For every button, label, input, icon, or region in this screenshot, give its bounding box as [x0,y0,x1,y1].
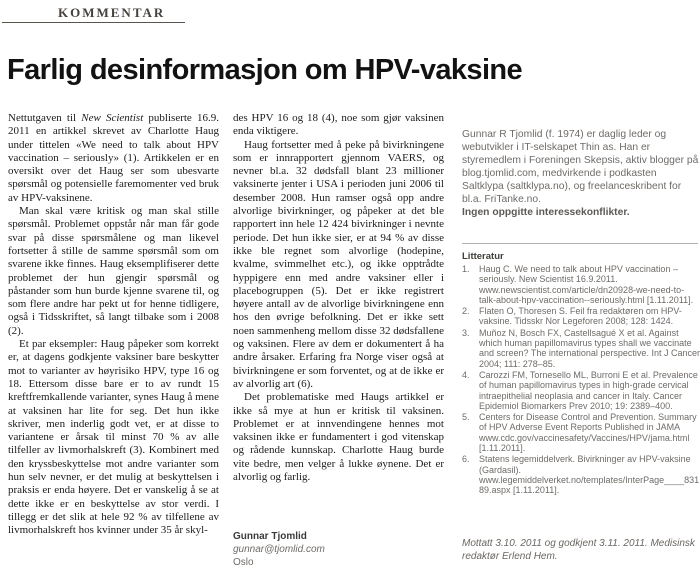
reference-number: 1. [462,264,470,274]
paragraph-1 [8,112,219,205]
paragraph-5: Haug fortsetter med å peke på bivirkningene som er innrapportert gjennom VAERS, og nevner bl.a. 32 dødsfall blant 23 millioner vaksinerte jenter i USA i perioden juni 2006 til desember 2008. Hun ramser også opp andre alvorlige bivirkninger, og påpeker at det ble rapportert inn hele 12 424 bivirkninger i nevnte periode. Det hun ikke sier, er at 94 % av disse ikke ble regnet som alvorlige (hodepine, kvalme, svimmelhet etc.), og ikke opptrådte hyppigere enn med andre vaksiner eller i placebogruppen (5). Det er ikke registrert høyere antall av de alvorlige bivirkningene enn hos den øvrige befolkning. Det er ikke sett noen sammenheng mellom disse 32 dødsfallene og vaksinen. Flere av dem er dokumentert å ha andre årsaker. Erfaring fra Norge viser også at bivirkningene er som forventet, og at de ikke er av alvorlig art (6). [233,138,444,390]
author-city: Oslo [233,557,254,568]
reference-text: Statens legemiddelverk. Bivirkninger av HPV-vaksine (Gardasil). www.legemiddelverket.no/templates/InterPage____83189.aspx [1.11.2011]. [479,454,700,496]
reference-text: Centers for Disease Control and Prevention. Summary of HPV Adverse Event Reports Published in JAMA www.cdc.gov/vaccinesafety/Vaccines/HPV/jama.html [1.11.2011]. [479,412,697,454]
reference-item [462,412,700,453]
paragraph-4: des HPV 16 og 18 (4), noe som gjør vaksinen enda viktigere. [233,112,444,138]
article-title: Farlig desinformasjon om HPV-vaksine [7,54,523,86]
reference-number: 5. [462,412,470,423]
reference-item [462,328,700,369]
sidebar-divider [462,243,698,244]
author-name: Gunnar Tjomlid [233,531,307,542]
reference-number: 2. [462,306,470,317]
paragraph-2: Man skal være kritisk og man skal stille spørsmål. Problemet oppstår når man får gode svar på disse spørsmålene og man likevel fortsetter å stille de samme spørsmål som om svarene ikke finnes. Haug eksemplifiserer dette problemet der hun gjengir spørsmål og påstander som hun burde kjenne svarene til, og som flere andre har pekt ut for henne tidligere, også i Tidsskriftet, så langt tilbake som i 2008 (2). [8,205,219,337]
body-column-2 [233,112,444,484]
literature-heading: Litteratur [462,251,504,262]
reference-number: 4. [462,369,470,380]
reference-text: Carozzi FM, Tornesello ML, Burroni E et al. Prevalence of human papillomavirus types in high-grade cervical intraepithelial neoplasia and cancer in Italy. Cancer Epidemiol Biomarkers Prev 2010; 19: 2389–400. [479,369,698,411]
reference-list [462,264,700,497]
author-signature [233,530,325,569]
reference-number: 3. [462,327,470,338]
author-bio-text: Gunnar R Tjomlid (f. 1974) er daglig leder og webutvikler i IT-selskapet Thin as. Han er styremedlem i Foreningen Skepsis, aktiv blogger på blog.tjomlid.com, medvirkende i podkasten Saltklypa (saltklypa.no), og freelanceskribent for bl.a. FriTanke.no. [462,129,699,205]
body-column-1 [8,112,219,538]
reference-text: Muñoz N, Bosch FX, Castellsagué X et al. Against which human papillomavirus types shall we vaccinate and screen? The international perspective. Int J Cancer 2004; 111: 278–85. [479,327,700,369]
kicker-rule [2,22,185,23]
author-bio [462,128,699,219]
reference-item [462,454,700,495]
reference-number: 6. [462,454,470,465]
reference-item [462,306,700,327]
author-email: gunnar@tjomlid.com [233,544,325,555]
paragraph-6: Det problematiske med Haugs artikkel er ikke så mye at hun er kritisk til vaksinen. Problemet er at innvendingene hennes mot vaksinen ikke er fundamentert i god vitenskap og rådende kunnskap. Charlotte Haug burde vite bedre, men velger å lukke øynene. Det er alvorlig og farlig. [233,391,444,484]
received-note: Mottatt 3.10. 2011 og godkjent 3.11. 2011. Medisinsk redaktør Erlend Hem. [462,538,695,562]
paragraph-3: Et par eksempler: Haug påpeker som korrekt er, at dagens godkjente vaksiner bare beskytter mot to varianter av høyrisiko HPV, type 16 og 18. Ettersom disse bare er to av rundt 15 kreftfremkallende varianter, synes Haug å mene at vaksinen har lite for seg. Det hun ikke skriver, men inderlig godt vet, er at disse to variantene er årsak til minst 70 % av alle tilfeller av livmorhalskreft (3). Kombinert med den kryssbeskyttelse mot andre varianter som hun selv nevner, er det mulig at beskyttelsen i praksis er enda høyere. Det er vanskelig å se at dette ikke er en beskyttelse av stor verdi. I tillegg er det slik at hele 92 % av tilfellene av livmorhalskreft hos kvinner under 35 år skyl- [8,338,219,537]
publication-name: New Scientist [81,112,144,124]
paragraph-1-pre: Nettutgaven til [8,112,82,124]
reference-item [462,370,700,411]
reference-text: Haug C. We need to talk about HPV vaccination – seriously. New Scientist 16.9.2011. www.newscientist.com/article/dn20928-we-need-to-talk-about-hpv-vaccination--seriously.html [1.11.2011]. [479,264,694,305]
section-kicker: KOMMENTAR [58,5,166,20]
paragraph-1-post: publiserte 16.9. 2011 en artikkel skrevet av Charlotte Haug under tittelen «We need to talk about HPV vaccination – seriously» (1). Artikkelen er en oversikt over det Haug ser som ubesvarte spørsmål og potensielle faremomenter ved bruk av HPV-vaksinene. [8,112,219,204]
conflict-disclosure: Ingen oppgitte interessekonflikter. [462,207,630,218]
reference-text: Flaten O, Thoresen S. Feil fra redaktøren om HPV-vaksine. Tidsskr Nor Legeforen 2008; 128: 1424. [479,306,682,327]
reference-item [462,264,700,305]
